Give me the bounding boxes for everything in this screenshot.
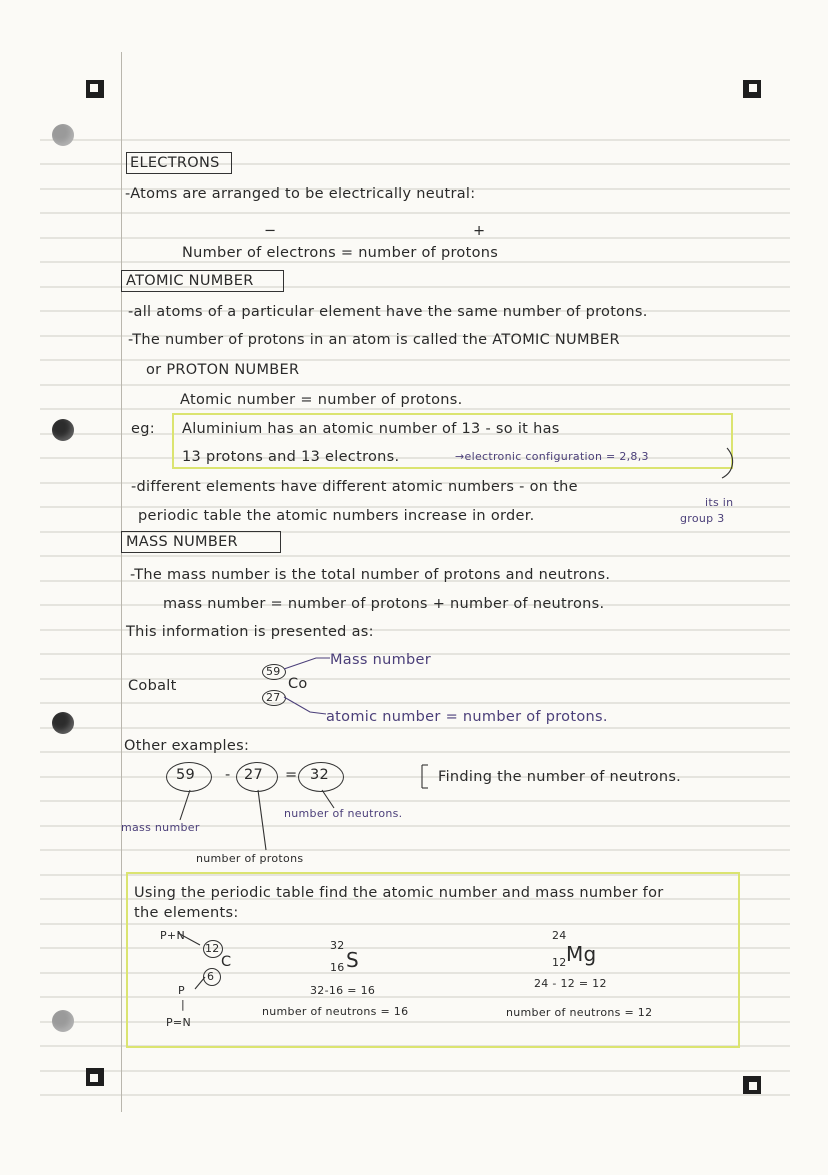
- heading-atomic-number: ATOMIC NUMBER: [126, 273, 254, 289]
- carbon-pn: P+N: [160, 929, 185, 942]
- example-bracket: [722, 448, 733, 478]
- atomic-line-4: -different elements have different atomic numbers - on the: [131, 479, 578, 495]
- sulfur-symbol: S: [346, 948, 359, 972]
- p-pointer: [195, 977, 205, 989]
- sulfur-atomic: 16: [330, 961, 345, 974]
- label-protons: number of protons: [196, 852, 304, 865]
- mass-pointer: [180, 790, 190, 820]
- atomic-line-1: -all atoms of a particular element have the same number of protons.: [128, 304, 648, 320]
- mass-annotation-line: [284, 658, 330, 669]
- neutrons-pointer: [322, 790, 334, 808]
- carbon-bar: |: [181, 998, 186, 1011]
- label-mass-number: mass number: [121, 821, 200, 834]
- cobalt-symbol: Co: [288, 676, 308, 692]
- finding-neutrons: Finding the number of neutrons.: [438, 769, 682, 785]
- example-line-2: 13 protons and 13 electrons.: [182, 449, 400, 465]
- eg-label: eg:: [131, 421, 155, 437]
- calc-b: 27: [244, 767, 264, 783]
- cobalt-atomic: 27: [266, 691, 281, 704]
- carbon-atomic: 6: [207, 970, 215, 983]
- sulfur-neutrons: number of neutrons = 16: [262, 1005, 409, 1018]
- calc-minus: -: [225, 767, 231, 783]
- atomic-annotation-line: [284, 697, 326, 714]
- carbon-mass: 12: [205, 942, 220, 955]
- calc-equals: =: [285, 767, 298, 783]
- example-line-1: Aluminium has an atomic number of 13 - so it has: [182, 421, 560, 437]
- mass-equation: mass number = number of protons + number of neutrons.: [163, 596, 605, 612]
- label-neutrons: number of neutrons.: [284, 807, 403, 820]
- calc-c: 32: [310, 767, 330, 783]
- electrons-line: -Atoms are arranged to be electrically neutral:: [125, 186, 476, 202]
- carbon-symbol: C: [221, 954, 232, 970]
- carbon-pn-equal: P=N: [166, 1016, 191, 1029]
- atomic-line-5: periodic table the atomic numbers increase in order.: [138, 508, 535, 524]
- protons-pointer: [258, 790, 266, 850]
- electrons-equation: Number of electrons = number of protons: [182, 245, 499, 261]
- atomic-annotation: atomic number = number of protons.: [326, 709, 608, 725]
- other-examples: Other examples:: [124, 738, 250, 754]
- minus-sign: −: [264, 223, 277, 239]
- magnesium-neutrons: number of neutrons = 12: [506, 1006, 653, 1019]
- mass-annotation: Mass number: [330, 652, 432, 668]
- sulfur-calc: 32-16 = 16: [310, 984, 376, 997]
- electronic-configuration-note: →electronic configuration = 2,8,3: [455, 450, 649, 463]
- side-note-its-in: its in: [705, 496, 734, 509]
- pn-pointer: [178, 933, 200, 945]
- presented-as: This information is presented as:: [126, 624, 374, 640]
- magnesium-calc: 24 - 12 = 12: [534, 977, 607, 990]
- carbon-p: P: [178, 984, 185, 997]
- magnesium-symbol: Mg: [566, 942, 597, 966]
- atomic-line-2: -The number of protons in an atom is called the ATOMIC NUMBER: [128, 332, 620, 348]
- atomic-line-3: or PROTON NUMBER: [146, 362, 300, 378]
- magnesium-mass: 24: [552, 929, 567, 942]
- mass-line-1: -The mass number is the total number of protons and neutrons.: [130, 567, 611, 583]
- heading-mass-number: MASS NUMBER: [126, 534, 238, 550]
- cobalt-mass: 59: [266, 665, 281, 678]
- exercise-prompt-2: the elements:: [134, 905, 239, 921]
- side-note-group: group 3: [680, 512, 725, 525]
- plus-sign: +: [473, 223, 486, 239]
- sulfur-mass: 32: [330, 939, 345, 952]
- calc-a: 59: [176, 767, 196, 783]
- exercise-prompt-1: Using the periodic table find the atomic number and mass number for: [134, 885, 664, 901]
- magnesium-atomic: 12: [552, 956, 567, 969]
- heading-electrons: ELECTRONS: [130, 155, 220, 171]
- cobalt-label: Cobalt: [128, 678, 177, 694]
- atomic-equation: Atomic number = number of protons.: [180, 392, 463, 408]
